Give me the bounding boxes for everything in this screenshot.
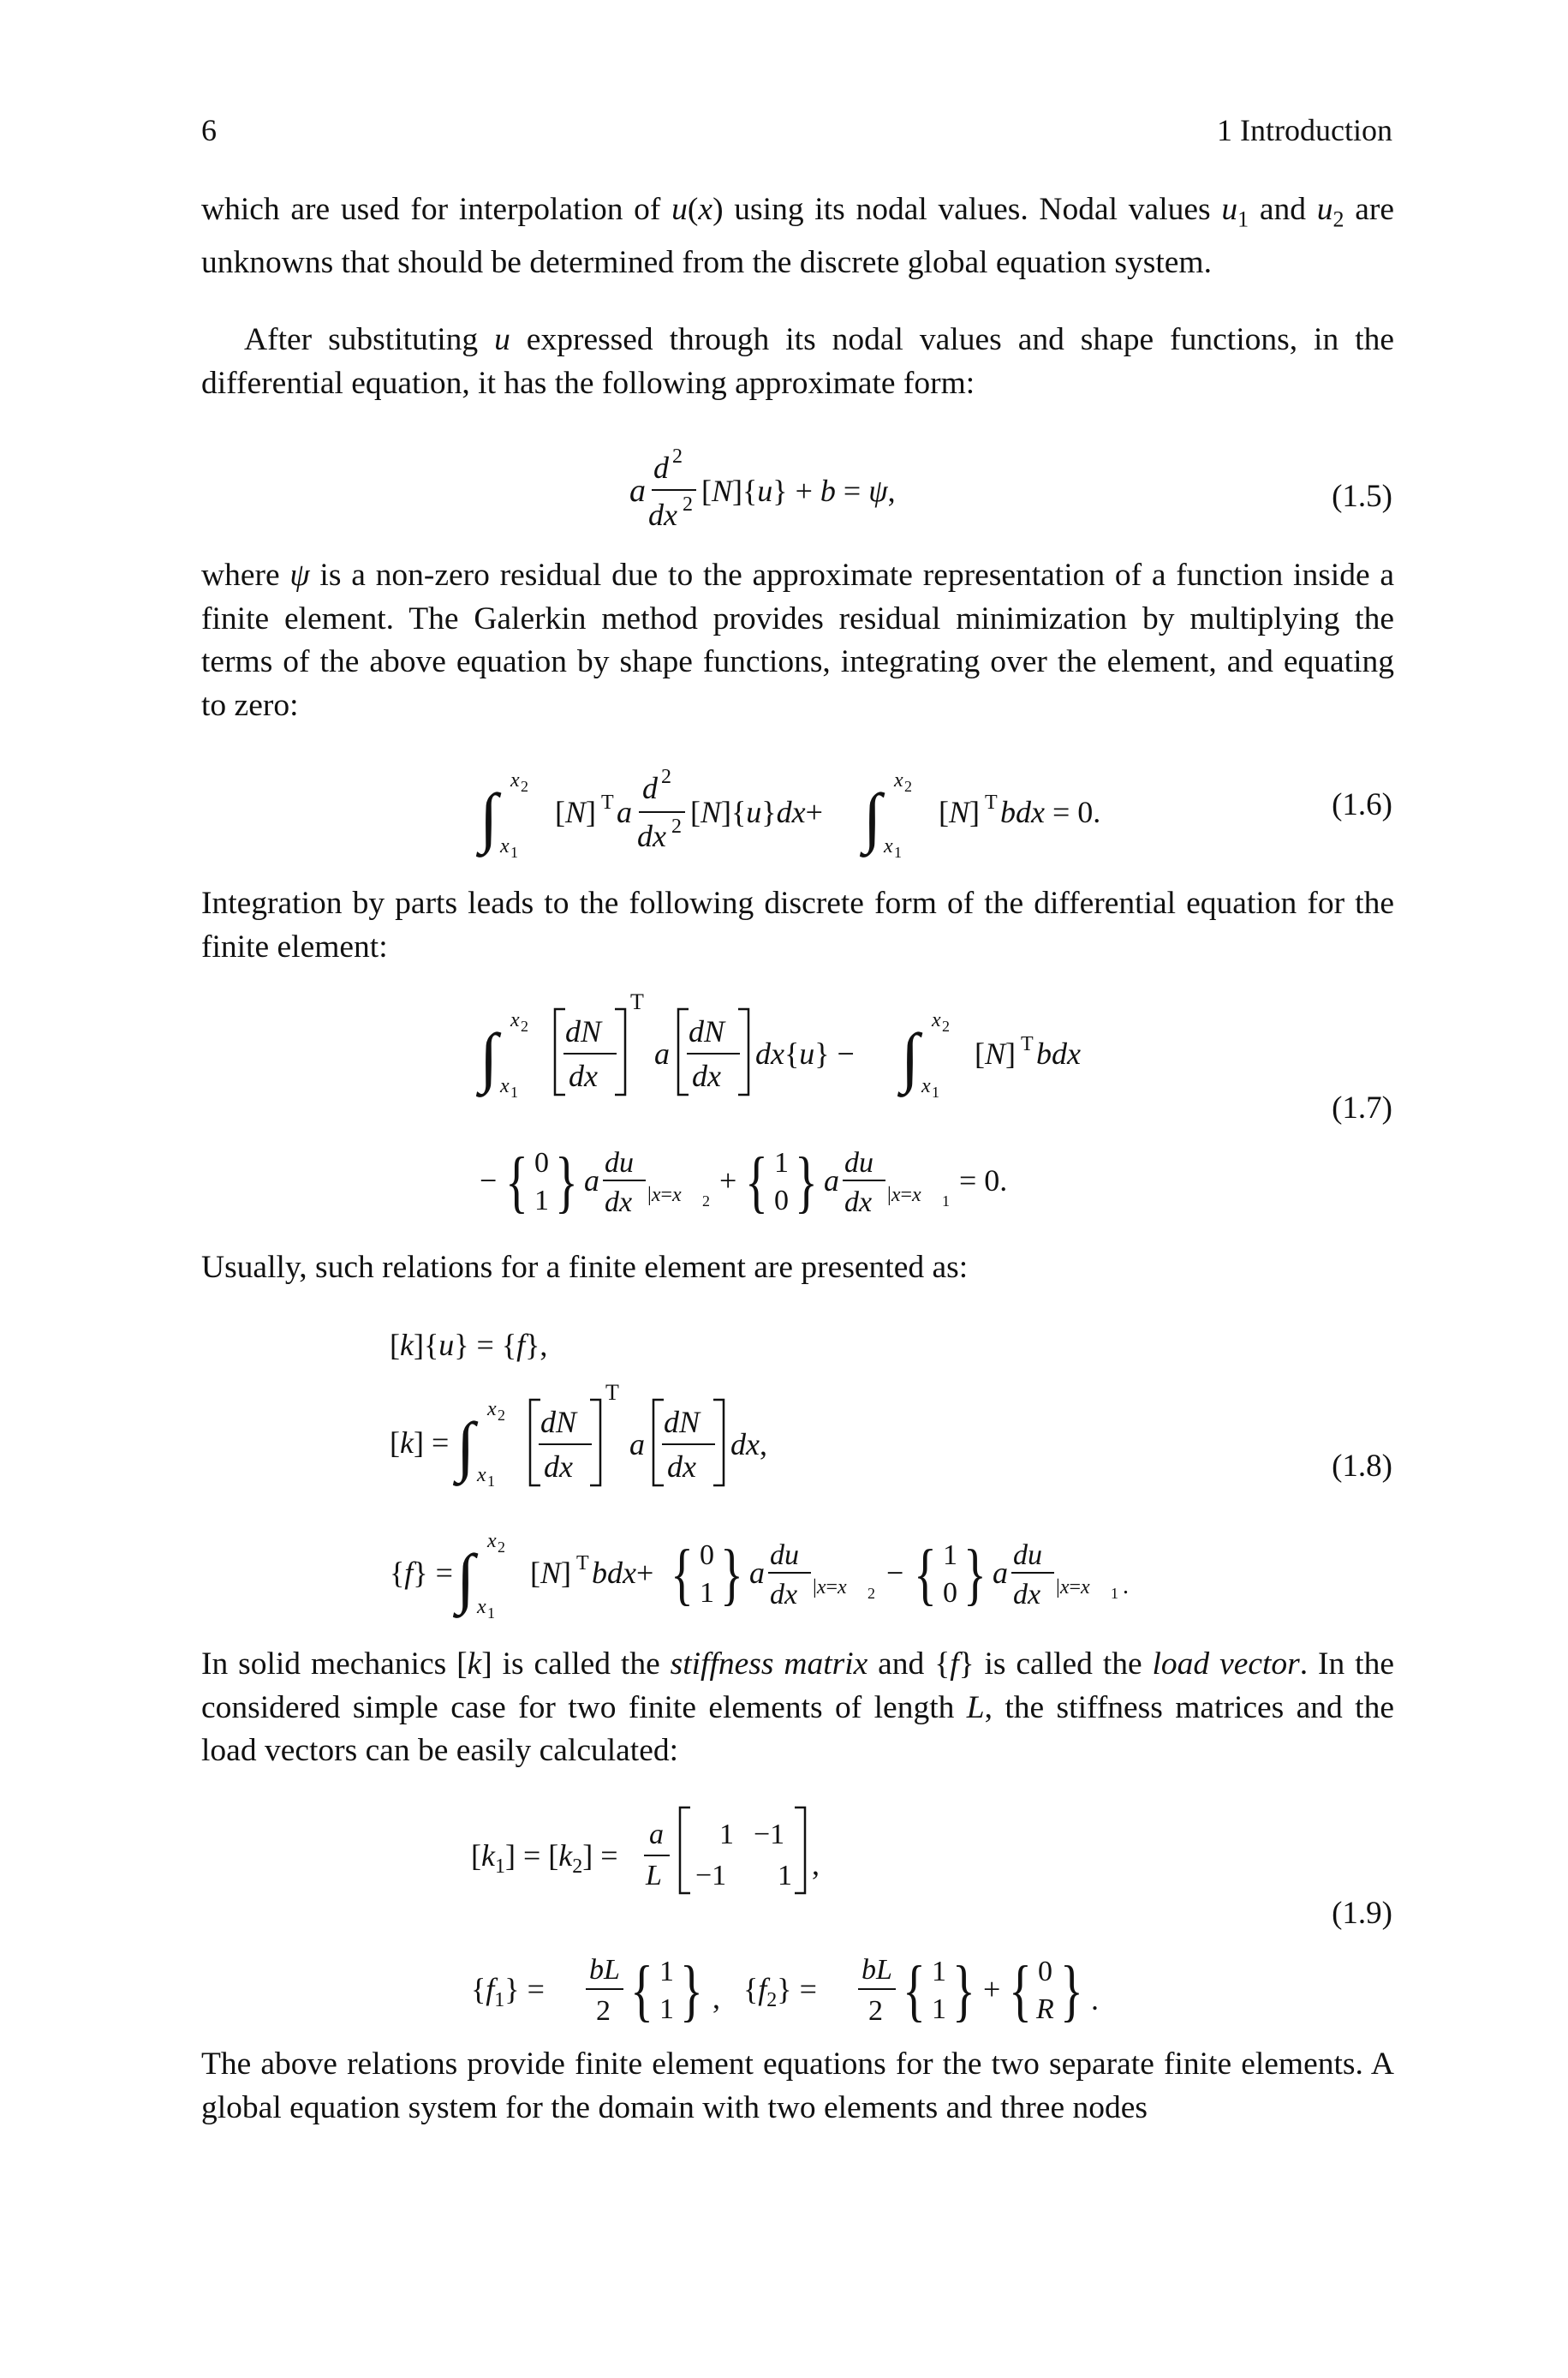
svg-text:∫: ∫ bbox=[456, 1408, 475, 1483]
svg-text:dx: dx bbox=[648, 498, 677, 532]
equation-1-7 bbox=[480, 985, 1130, 1242]
svg-text:{: { bbox=[671, 1535, 694, 1612]
svg-text:2: 2 bbox=[661, 766, 671, 788]
svg-text:∫: ∫ bbox=[480, 1019, 498, 1094]
svg-text:1: 1 bbox=[1111, 1585, 1118, 1602]
svg-text:du: du bbox=[605, 1147, 634, 1179]
svg-text:dN: dN bbox=[664, 1405, 701, 1439]
svg-text:[N]: [N] bbox=[939, 795, 981, 829]
svg-text:{f1} =: $\{f_1\}$ = bbox=[471, 1972, 545, 2011]
paragraph-5: Usually, such relations for a finite element are presented as: bbox=[201, 1250, 969, 1285]
svg-text:|x=x: |x=x bbox=[887, 1184, 921, 1206]
svg-text:}: } bbox=[680, 1951, 703, 2028]
svg-text:|x=x: |x=x bbox=[647, 1184, 682, 1206]
svg-text:a: a bbox=[749, 1556, 765, 1590]
svg-text:1: 1 bbox=[932, 1084, 939, 1101]
svg-text:2: 2 bbox=[498, 1407, 505, 1424]
svg-text:−1: −1 bbox=[695, 1860, 727, 1891]
running-header: 1 Introduction bbox=[1217, 113, 1392, 147]
svg-text:T: T bbox=[576, 1552, 589, 1574]
svg-text:|x=x: |x=x bbox=[813, 1576, 847, 1598]
equation-1-5 bbox=[629, 437, 955, 548]
svg-text:+: + bbox=[719, 1163, 737, 1198]
svg-text:1: 1 bbox=[487, 1604, 495, 1622]
svg-text:1: 1 bbox=[932, 1956, 946, 1987]
svg-text:bdx+: bdx+ bbox=[592, 1556, 654, 1590]
paragraph-7: The above relations provide finite element equations for the two separate finite elements. A global equation system for the domain with two elements and three nodes bbox=[201, 2046, 1394, 2125]
svg-text:2: 2 bbox=[942, 1018, 950, 1035]
svg-text:1: 1 bbox=[894, 844, 902, 861]
svg-text:−: − bbox=[480, 1163, 498, 1198]
svg-text:1: 1 bbox=[932, 1993, 946, 2025]
equation-number-1-8: (1.8) bbox=[1332, 1449, 1392, 1484]
svg-text:[N]{u} + b = ψ,: [N]{u} + b = ψ, bbox=[701, 474, 896, 508]
svg-text:2: 2 bbox=[671, 816, 682, 838]
svg-text:2: 2 bbox=[904, 778, 912, 795]
svg-text:[N]{u}dx+: [N]{u}dx+ bbox=[690, 795, 823, 829]
svg-text:dx,: dx, bbox=[730, 1427, 767, 1461]
svg-text:a: a bbox=[993, 1556, 1008, 1590]
svg-text:∫: ∫ bbox=[456, 1540, 475, 1615]
svg-text:x: x bbox=[487, 1530, 497, 1552]
svg-text:x: x bbox=[477, 1464, 486, 1486]
svg-text:|x=x: |x=x bbox=[1056, 1576, 1090, 1598]
svg-text:{f} =: {f} = bbox=[390, 1556, 453, 1590]
svg-text:a: a bbox=[824, 1163, 839, 1198]
svg-text:0: 0 bbox=[1038, 1956, 1052, 1987]
svg-text:bdx: bdx bbox=[1036, 1037, 1081, 1071]
paragraph-1: which are used for interpolation of u(x) using its nodal values. Nodal values $u_1$ and $u_2$ are unknowns that should be determined from the discrete global equation system. bbox=[201, 192, 1394, 280]
svg-text:bL: bL bbox=[862, 1954, 892, 1986]
svg-text:dx: dx bbox=[544, 1449, 573, 1484]
page-number: 6 bbox=[201, 113, 217, 147]
svg-text:{: { bbox=[505, 1143, 528, 1220]
svg-text:d: d bbox=[653, 451, 669, 485]
svg-text:dx: dx bbox=[844, 1186, 873, 1218]
svg-text:2: 2 bbox=[498, 1539, 505, 1556]
svg-text:T: T bbox=[1021, 1033, 1034, 1055]
paragraph-6: In solid mechanics [k] is called the stiffness matrix and {f} is called the load vector. In the considered simple case for two finite elements of length L, the stiffness matrices and the load vectors can be easily calculated: bbox=[201, 1646, 1394, 1768]
svg-text:T: T bbox=[985, 792, 998, 814]
svg-text:d: d bbox=[642, 771, 658, 805]
svg-text:2: 2 bbox=[672, 445, 683, 468]
svg-text:1: 1 bbox=[942, 1192, 950, 1210]
svg-text:dx: dx bbox=[637, 819, 666, 853]
svg-text:,: , bbox=[812, 1847, 820, 1881]
svg-text:2: 2 bbox=[683, 493, 693, 516]
svg-text:1: 1 bbox=[719, 1819, 734, 1850]
svg-text:}: } bbox=[555, 1143, 578, 1220]
svg-text:0: 0 bbox=[943, 1577, 957, 1609]
svg-text:= 0.: = 0. bbox=[959, 1163, 1008, 1198]
svg-text:1: 1 bbox=[700, 1577, 714, 1609]
svg-text:1: 1 bbox=[659, 1956, 674, 1987]
svg-text:x: x bbox=[510, 1009, 520, 1031]
svg-text:a: a bbox=[649, 1819, 664, 1850]
svg-text:T: T bbox=[630, 989, 644, 1014]
svg-text:du: du bbox=[770, 1539, 799, 1571]
svg-text:}: } bbox=[952, 1951, 975, 2028]
svg-text:x: x bbox=[510, 769, 520, 792]
svg-text:a: a bbox=[654, 1037, 670, 1071]
svg-text:dx{u} −: dx{u} − bbox=[755, 1037, 855, 1071]
svg-text:x: x bbox=[500, 835, 510, 857]
svg-text:T: T bbox=[601, 792, 614, 814]
equation-number-1-5: (1.5) bbox=[1332, 479, 1392, 514]
svg-text:0: 0 bbox=[774, 1185, 789, 1216]
svg-text:a: a bbox=[629, 473, 646, 509]
svg-text:−: − bbox=[886, 1556, 904, 1590]
equation-number-1-9: (1.9) bbox=[1332, 1896, 1392, 1931]
svg-text:{f2} =: $\{f_2\}$ = bbox=[743, 1972, 817, 2011]
svg-text:{: { bbox=[1009, 1951, 1032, 2028]
paragraph-3: where ψ is a non-zero residual due to the approximate representation of a function inside a finite element. The Galerkin method provides residual minimization by multiplying the terms of the above equation by shape functions, integrating over the element, and equating to zero: bbox=[201, 558, 1395, 723]
svg-text:dx: dx bbox=[667, 1449, 696, 1484]
svg-text:x: x bbox=[487, 1398, 497, 1420]
svg-text:T: T bbox=[605, 1380, 619, 1405]
svg-text:a: a bbox=[629, 1427, 645, 1461]
svg-text:0: 0 bbox=[700, 1539, 714, 1571]
svg-text:bL: bL bbox=[589, 1954, 620, 1986]
svg-text:1: 1 bbox=[778, 1860, 792, 1891]
equation-1-8 bbox=[390, 1311, 1229, 1653]
svg-text:2: 2 bbox=[868, 1995, 883, 2027]
svg-text:L: L bbox=[646, 1860, 662, 1891]
svg-text:0: 0 bbox=[534, 1147, 549, 1179]
svg-text:R: R bbox=[1036, 1993, 1054, 2025]
svg-text:2: 2 bbox=[702, 1192, 710, 1210]
svg-text:∫: ∫ bbox=[480, 780, 498, 854]
svg-text:dx: dx bbox=[605, 1186, 633, 1218]
svg-text:bdx = 0.: bdx = 0. bbox=[1000, 795, 1101, 829]
svg-text:a: a bbox=[584, 1163, 599, 1198]
svg-text:a: a bbox=[617, 795, 632, 829]
svg-text:x: x bbox=[884, 835, 893, 857]
svg-text:.: . bbox=[1091, 1982, 1099, 2017]
svg-text:[k1] = [k2] =: $[k_1] = [k_2]$ = bbox=[471, 1838, 618, 1878]
svg-text:dN: dN bbox=[565, 1014, 602, 1049]
svg-text:dN: dN bbox=[689, 1014, 725, 1049]
svg-text:{: { bbox=[914, 1535, 937, 1612]
svg-text:1: 1 bbox=[534, 1185, 549, 1216]
svg-text:[k]{u} = {f},: [k]{u} = {f}, bbox=[390, 1328, 548, 1362]
svg-text:}: } bbox=[1060, 1951, 1083, 2028]
svg-text:du: du bbox=[844, 1147, 873, 1179]
svg-text:+: + bbox=[983, 1972, 1001, 2006]
svg-text:}: } bbox=[720, 1535, 743, 1612]
equation-number-1-6: (1.6) bbox=[1332, 787, 1392, 822]
paragraph-4: Integration by parts leads to the following discrete form of the differential equation for the finite element: bbox=[201, 886, 1394, 965]
svg-text:dx: dx bbox=[770, 1579, 798, 1610]
svg-text:x: x bbox=[500, 1075, 510, 1097]
svg-text:,: , bbox=[712, 1981, 720, 2015]
svg-text:du: du bbox=[1013, 1539, 1042, 1571]
equation-1-6 bbox=[480, 754, 1130, 865]
svg-text:dx: dx bbox=[1013, 1579, 1041, 1610]
svg-text:}: } bbox=[795, 1143, 818, 1220]
svg-text:x: x bbox=[894, 769, 903, 792]
svg-text:{: { bbox=[903, 1951, 926, 2028]
svg-text:}: } bbox=[963, 1535, 987, 1612]
svg-text:1: 1 bbox=[510, 844, 518, 861]
svg-text:2: 2 bbox=[867, 1585, 875, 1602]
svg-text:1: 1 bbox=[774, 1147, 789, 1179]
svg-text:∫: ∫ bbox=[901, 1019, 920, 1094]
paragraph-2: After substituting u expressed through its nodal values and shape functions, in the differential equation, it has the following approximate form: bbox=[201, 322, 1394, 401]
svg-text:x: x bbox=[932, 1009, 941, 1031]
svg-text:[N]: [N] bbox=[555, 795, 597, 829]
svg-text:2: 2 bbox=[596, 1995, 611, 2027]
svg-text:.: . bbox=[1123, 1573, 1129, 1599]
svg-text:2: 2 bbox=[521, 778, 528, 795]
svg-text:[k] =: [k] = bbox=[390, 1425, 450, 1460]
svg-text:{: { bbox=[745, 1143, 768, 1220]
svg-text:dx: dx bbox=[692, 1059, 721, 1093]
svg-text:−1: −1 bbox=[754, 1819, 785, 1850]
equation-1-9 bbox=[471, 1790, 1156, 2047]
svg-text:1: 1 bbox=[659, 1993, 674, 2025]
svg-text:x: x bbox=[921, 1075, 931, 1097]
svg-text:∫: ∫ bbox=[863, 780, 882, 854]
svg-text:dx: dx bbox=[569, 1059, 598, 1093]
svg-text:2: 2 bbox=[521, 1018, 528, 1035]
svg-text:[N]: [N] bbox=[530, 1556, 572, 1590]
svg-text:[N]: [N] bbox=[975, 1037, 1017, 1071]
svg-text:x: x bbox=[477, 1596, 486, 1618]
svg-text:dN: dN bbox=[540, 1405, 577, 1439]
svg-text:1: 1 bbox=[510, 1084, 518, 1101]
svg-text:1: 1 bbox=[943, 1539, 957, 1571]
svg-text:1: 1 bbox=[487, 1473, 495, 1490]
svg-text:{: { bbox=[630, 1951, 653, 2028]
equation-number-1-7: (1.7) bbox=[1332, 1090, 1392, 1126]
